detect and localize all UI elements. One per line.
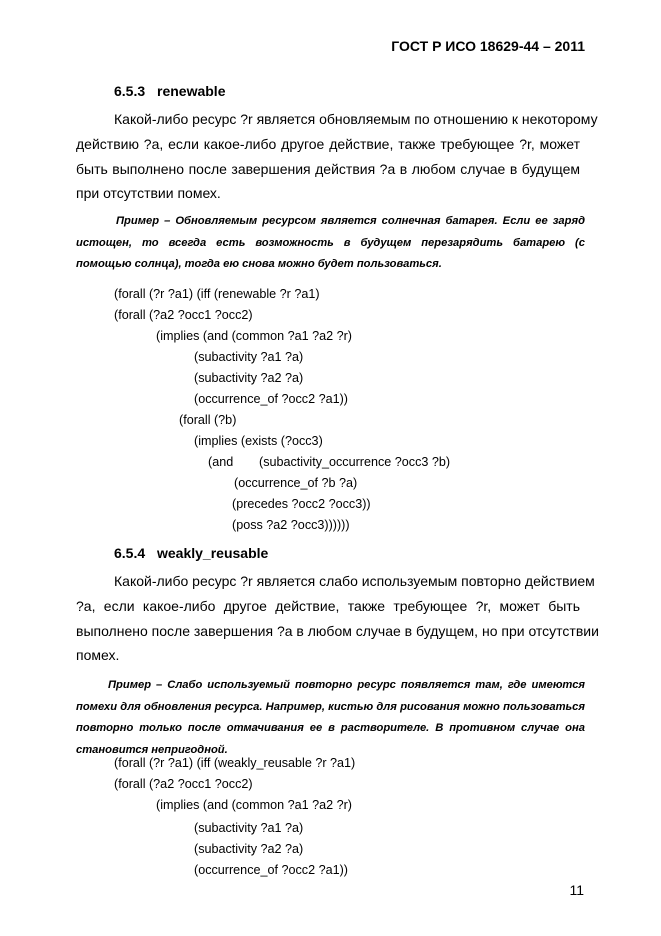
paragraph-line: быть выполнено после завершения действия ?a в любом случае в будущем: [76, 160, 580, 177]
paragraph-line: при отсутствии помех.: [76, 185, 221, 202]
code-line: (forall (?r ?a1) (iff (renewable ?r ?a1): [114, 287, 320, 301]
code-line: (subactivity_occurrence ?occ3 ?b): [259, 455, 451, 469]
code-line: (subactivity ?a2 ?a): [194, 371, 304, 385]
code-line: (subactivity ?a1 ?a): [194, 821, 304, 835]
code-line: (occurrence_of ?occ2 ?a1)): [194, 392, 349, 406]
paragraph-line: помех.: [76, 647, 120, 664]
section-title: renewable: [157, 83, 226, 99]
document-header: ГОСТ Р ИСО 18629-44 – 2011: [391, 38, 585, 54]
example-line: становится непригодной.: [76, 743, 228, 756]
code-line: (forall (?b): [179, 413, 237, 427]
example-line: Пример – Обновляемым ресурсом является солнечная батарея. Если ее заряд: [116, 215, 585, 227]
code-line: (forall (?a2 ?occ1 ?occ2): [114, 777, 253, 791]
code-line: (forall (?a2 ?occ1 ?occ2): [114, 308, 253, 322]
section-number: 6.5.3: [114, 83, 146, 99]
example-line: Пример – Слабо используемый повторно ресурс появляется там, где имеются: [108, 679, 585, 691]
code-line: (occurrence_of ?occ2 ?a1)): [194, 863, 349, 877]
paragraph-line: Какой-либо ресурс ?r является обновляемым по отношению к некоторому: [114, 111, 598, 127]
paragraph-line: Какой-либо ресурс ?r является слабо используемым повторно действием: [114, 573, 595, 589]
code-line: (forall (?r ?a1) (iff (weakly_reusable ?r ?a1): [114, 756, 356, 770]
code-line: (implies (and (common ?a1 ?a2 ?r): [156, 329, 352, 343]
code-line: (subactivity ?a2 ?a): [194, 842, 304, 856]
code-line: (occurrence_of ?b ?a): [234, 476, 358, 490]
section-number: 6.5.4: [114, 545, 146, 561]
example-line: повторно только после отмачивания ее в растворителе. В противном случае она: [76, 722, 585, 734]
section-paragraph: [76, 569, 599, 668]
section-title: weakly_reusable: [157, 545, 269, 561]
paragraph-line: выполнено после завершения ?a в любом случае в будущем, но при отсутствии: [76, 622, 599, 639]
example-line: помощью солнца), тогда ею снова можно будет пользоваться.: [76, 258, 442, 270]
code-line: (poss ?a2 ?occ3)))))): [232, 518, 350, 532]
code-line: (subactivity ?a1 ?a): [194, 350, 304, 364]
section-paragraph: [76, 107, 598, 206]
example-line: истощен, то всегда есть возможность в будущем перезарядить батарею (с: [76, 236, 585, 249]
example-note: [76, 211, 585, 276]
paragraph-line: действию ?a, если какое-либо другое действие, также требующее ?r, может: [76, 135, 580, 152]
example-note: [76, 675, 585, 761]
code-line: (and: [208, 455, 234, 469]
example-line: помехи для обновления ресурса. Например, кистью для рисования можно пользоваться: [76, 700, 585, 713]
code-line: (precedes ?occ2 ?occ3)): [232, 497, 371, 511]
code-line: (implies (and (common ?a1 ?a2 ?r): [156, 798, 352, 812]
paragraph-line: ?a, если какое-либо другое действие, также требующее ?r, может быть: [76, 597, 580, 614]
code-line: (implies (exists (?occ3): [194, 434, 323, 448]
page-number: 11: [569, 882, 584, 898]
